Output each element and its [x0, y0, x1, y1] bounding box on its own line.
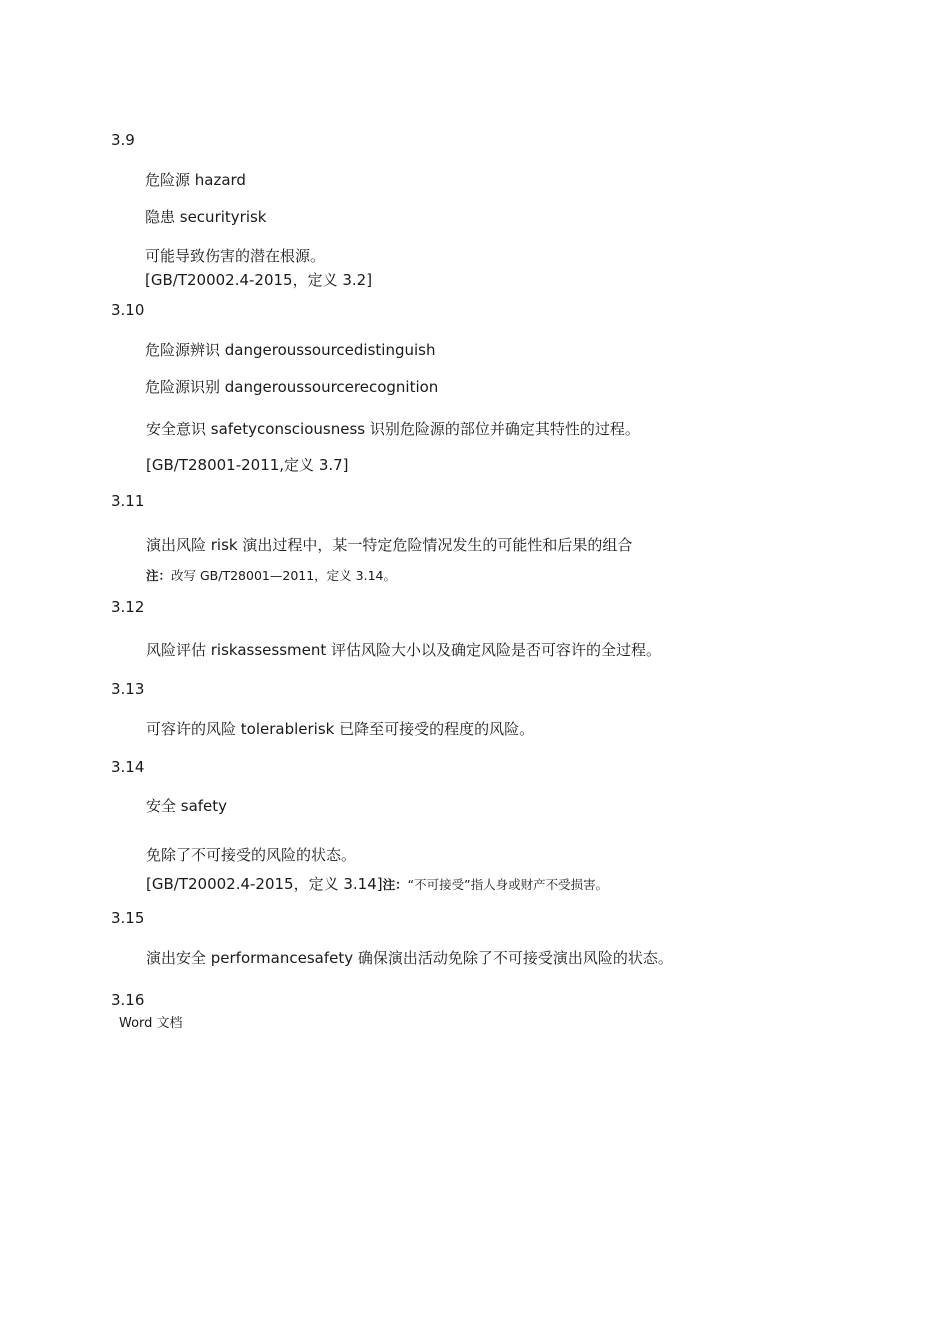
source-and-note	[146, 875, 608, 894]
clause-number: 3.16	[111, 991, 145, 1009]
term: 危险源辨识 dangeroussourcedistinguish	[145, 341, 436, 359]
definition: 可能导致伤害的潜在根源。	[145, 247, 326, 265]
source-reference: [GB/T20002.4-2015，定义 3.2]	[145, 271, 373, 289]
term-definition: 风险评估 riskassessment 评估风险大小以及确定风险是否可容许的全过程。	[146, 641, 662, 659]
clause-number: 3.10	[111, 301, 145, 319]
clause-number: 3.14	[111, 758, 145, 776]
term-definition: 演出风险 risk 演出过程中，某一特定危险情况发生的可能性和后果的组合	[146, 536, 633, 554]
note	[146, 566, 396, 585]
alt-term: 危险源识别 dangeroussourcerecognition	[145, 378, 439, 396]
note-label: 注：	[146, 568, 172, 583]
definition: 免除了不可接受的风险的状态。	[146, 846, 357, 864]
note-label: 注：	[382, 877, 408, 892]
alt-term-definition: 安全意识 safetyconsciousness 识别危险源的部位并确定其特性的过程。	[146, 420, 640, 438]
source-reference: [GB/T28001-2011,定义 3.7]	[146, 456, 349, 474]
term: 安全 safety	[146, 797, 228, 815]
clause-number: 3.11	[111, 492, 145, 510]
footer-label: Word 文档	[119, 1016, 183, 1031]
term-definition: 演出安全 performancesafety 确保演出活动免除了不可接受演出风险的状态。	[146, 949, 673, 967]
term-definition: 可容许的风险 tolerablerisk 已降至可接受的程度的风险。	[146, 720, 535, 738]
alt-term: 隐患 securityrisk	[145, 208, 267, 226]
clause-number: 3.15	[111, 909, 145, 927]
note-text: 改写 GB/T28001—2011，定义 3.14。	[171, 568, 396, 583]
clause-number: 3.12	[111, 598, 145, 616]
clause-number: 3.13	[111, 680, 145, 698]
clause-number: 3.9	[111, 131, 135, 149]
term: 危险源 hazard	[145, 171, 246, 189]
note-text: “不可接受”指人身或财产不受损害。	[407, 877, 609, 892]
source-reference: [GB/T20002.4-2015，定义 3.14]	[146, 875, 383, 893]
